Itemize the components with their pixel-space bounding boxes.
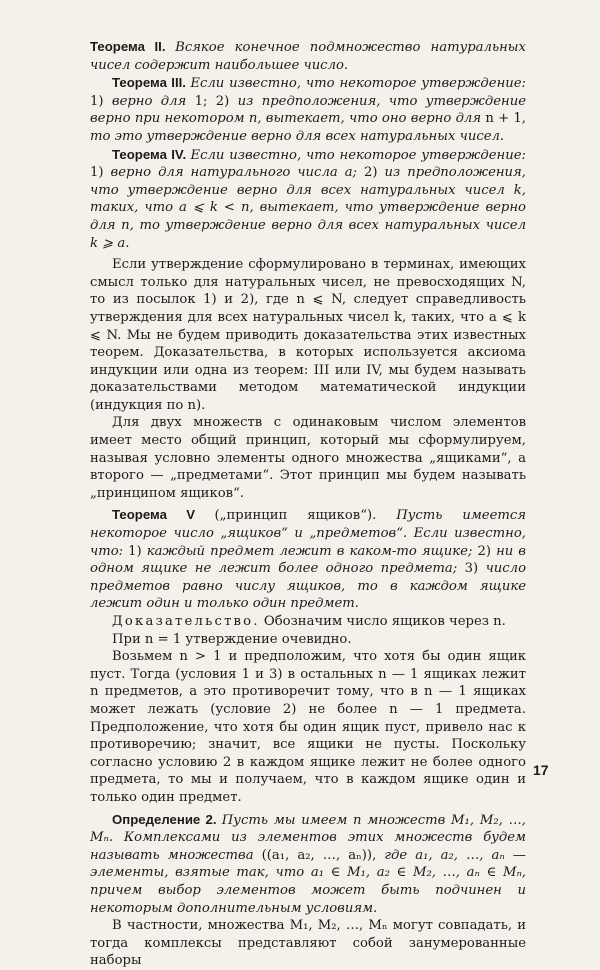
text-run: 1) bbox=[90, 93, 112, 109]
text-run: Возьмем n > 1 и предположим, что хотя бы один ящик пуст. Тогда (условия 1 и 3) в остальных n — 1 ящиках лежит n предметов, а это противоречит тому, что в n — 1 ящиках может лежать (условие 2) не более n — 1 предмета. Предположение, что хотя бы один ящик пуст, привело нас к противоречию; значит, все ящики не пусты. Поскольку согласно условию 2 в каждом ящике лежит не более одного предмета, то мы и получаем, что в каждом ящике один и только один предмет. bbox=[90, 649, 526, 805]
text-run: 1) bbox=[90, 165, 111, 181]
paragraph bbox=[90, 631, 526, 649]
italic-text: Всякое конечное подмножество натуральных чисел содержит наибольшее число. bbox=[90, 40, 526, 73]
italic-text: верно для натурального числа a; bbox=[110, 165, 364, 181]
paragraph bbox=[90, 146, 526, 253]
paragraph bbox=[90, 414, 526, 502]
text-run: При n = 1 утверждение очевидно. bbox=[112, 631, 352, 647]
text-run: („принцип ящиков“). bbox=[214, 508, 397, 524]
italic-text: Пусть мы имеем n множеств M₁, M₂, …, Mₙ. Комплексами из элементов этих множеств будем называть множества bbox=[90, 812, 526, 863]
italic-text: из предположения, что утверждение верно для всех натуральных чисел k, таких, что a ⩽ k < n, вытекает, что утверждение верно для n, то утверждение верно для всех натуральных чисел k ⩾ a. bbox=[90, 165, 526, 251]
theorem-heading: Теорема III. bbox=[112, 75, 191, 91]
italic-text: из предположения, что утверждение верно при некотором n, вытекает, что оно верно для bbox=[90, 93, 527, 127]
theorem-heading: Теорема II. bbox=[90, 39, 176, 54]
italic-text: Если известно, что некоторое утверждение: bbox=[190, 147, 526, 163]
italic-text: Пусть имеется некоторое число „ящиков“ и „предметов“. Если известно, что: bbox=[90, 508, 526, 559]
text-run: Обозначим число ящиков через n. bbox=[259, 614, 506, 629]
italic-text: каждый предмет лежит в каком-то ящике; bbox=[146, 543, 478, 559]
paragraph bbox=[90, 506, 526, 613]
text-run: 1; 2) bbox=[194, 93, 238, 109]
text-run: Если утверждение сформулировано в терминах, имеющих смысл только для натуральных чисел, не превосходящих N, то из посылок 1) и 2), где n ⩽ N, следует справедливость утверждения для всех натуральных чисел k, таких, что a ⩽ k ⩽ N. Мы не будем приводить доказательства этих известных теорем. Доказательства, в которых используется аксиома индукции или одна из теорем: III или IV, мы будем называть доказательствами методом математической индукции (индукция по n). bbox=[90, 257, 526, 413]
theorem-heading: Теорема V bbox=[112, 507, 215, 523]
text-run: n + 1, bbox=[485, 111, 527, 127]
paragraph bbox=[90, 811, 526, 918]
paragraph bbox=[90, 38, 526, 74]
body-text bbox=[90, 38, 526, 970]
text-run: 1) bbox=[128, 543, 147, 559]
theorem-heading: Теорема IV. bbox=[112, 146, 191, 162]
text-run: 3) bbox=[464, 561, 486, 577]
paragraph bbox=[90, 917, 526, 970]
text-run: Доказательство. bbox=[112, 614, 260, 629]
text-run: 2) bbox=[477, 543, 497, 559]
italic-text: то это утверждение верно для всех натуральных чисел. bbox=[90, 128, 505, 144]
italic-text: где a₁, a₂, …, aₙ — элементы, взятые так, что a₁ ∈ M₁, a₂ ∈ M₂, …, aₙ ∈ Mₙ, причем выбор элементов может быть подчинен и некоторым дополнительным условиям. bbox=[90, 847, 526, 916]
theorem-heading: Определение 2. bbox=[112, 811, 222, 827]
paragraph bbox=[90, 256, 526, 414]
paragraph bbox=[90, 613, 526, 631]
paragraph bbox=[90, 648, 526, 806]
text-run: ((a₁, a₂, …, aₙ)), bbox=[261, 847, 385, 863]
text-run: Для двух множеств с одинаковым числом элементов имеет место общий принцип, который мы сформулируем, называя условно элементы одного множества „ящиками“, а второго — „предметами“. Этот принцип мы будем называть „принципом ящиков“. bbox=[90, 415, 526, 501]
italic-text: число предметов равно числу ящиков, то в каждом ящике лежит один и только один предмет. bbox=[90, 561, 527, 612]
paragraph bbox=[90, 74, 526, 145]
italic-text: ни в одном ящике не лежит более одного предмета; bbox=[90, 543, 526, 577]
text-run: В частности, множества M₁, M₂, …, Mₙ могут совпадать, и тогда комплексы представляют собой занумерованные наборы bbox=[90, 918, 526, 969]
italic-text: Если известно, что некоторое утверждение: bbox=[190, 76, 526, 92]
text-run: 2) bbox=[364, 165, 385, 181]
page-number: 17 bbox=[533, 762, 549, 778]
italic-text: верно для bbox=[111, 93, 195, 109]
